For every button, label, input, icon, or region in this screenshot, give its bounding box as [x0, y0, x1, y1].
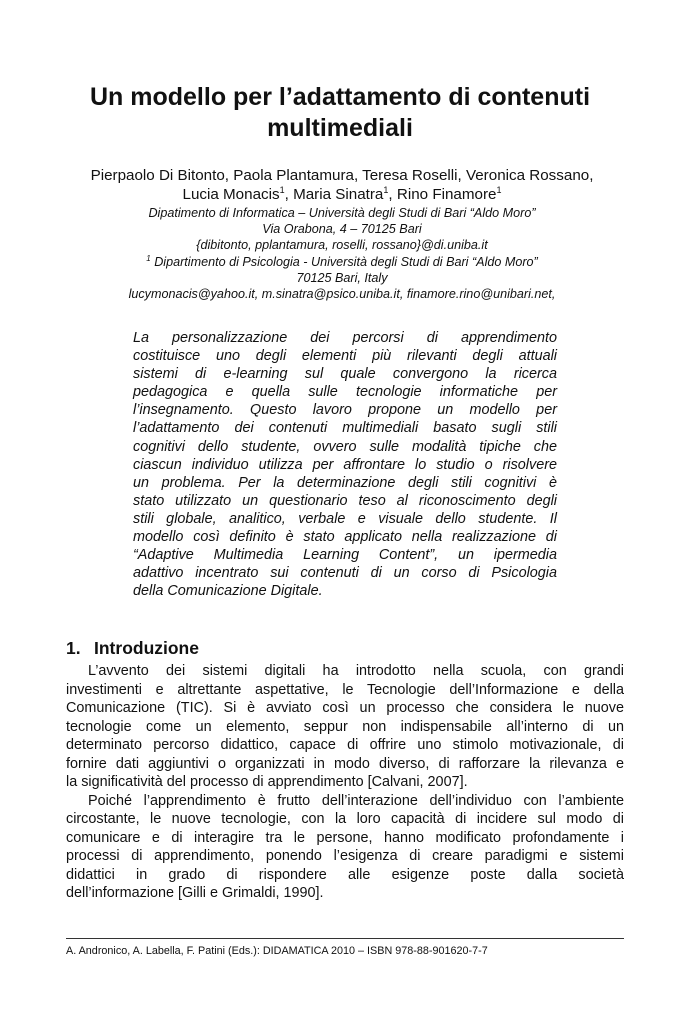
author-list: [60, 166, 624, 204]
footer-citation: A. Andronico, A. Labella, F. Patini (Eds.): DIDAMATICA 2010 – ISBN 978-88-901620-7-7: [66, 945, 488, 957]
abstract-line: La personalizzazione dei percorsi di apprendimento: [133, 330, 557, 346]
affiliation-email: {dibitonto, pplantamura, roselli, rossano}@di.uniba.it: [196, 238, 488, 253]
paragraph-line: la significatività del processo di apprendimento [Calvani, 2007].: [66, 774, 468, 790]
paragraph-line: investimenti e altrettante aspettative, le Tecnologie dell’Informazione e della: [66, 681, 624, 698]
abstract-line: sistemi di e-learning sul quale convergono la ricerca: [133, 366, 557, 383]
paragraph-line: Comunicazione (TIC). Si è avviato così un processo che considera le nuove: [66, 700, 624, 716]
author-name: Rino Finamore: [396, 186, 497, 203]
abstract-line: pedagogica e quella sulle tecnologie informatiche per: [133, 384, 557, 401]
section-heading: [66, 638, 199, 659]
abstract: [133, 329, 557, 600]
title-line: multimediali: [267, 114, 413, 142]
paragraph: [66, 792, 624, 903]
author-affiliation-marker: 1: [383, 185, 389, 195]
section-title: Introduzione: [94, 638, 199, 658]
paragraph-line: tecnologie come un elemento, seppur non indispensabile all’interno di un: [66, 718, 624, 735]
paragraph-line: comunicare e di interagire tra le persone, hanno modificato profondamente i: [66, 829, 624, 846]
affiliation-line: Via Orabona, 4 – 70125 Bari: [262, 222, 422, 237]
author-affiliation-marker: 1: [279, 185, 285, 195]
abstract-line: l’insegnamento. Questo lavoro propone un modello per: [133, 402, 557, 419]
paragraph-line: Poiché l’apprendimento è frutto dell’interazione dell’individuo con l’ambiente: [88, 792, 624, 809]
paragraph-line: determinato percorso didattico, capace di offrire uno stimolo motivazionale, di: [66, 737, 624, 753]
body-text: [66, 662, 624, 903]
paragraph: [66, 662, 624, 792]
paragraph-line: L’avvento dei sistemi digitali ha introdotto nella scuola, con grandi: [88, 663, 624, 679]
footer-rule: [66, 938, 624, 939]
abstract-line: ciascun individuo utilizza per affrontare lo studio o risolvere: [133, 456, 557, 473]
author-separator: ,: [284, 186, 294, 203]
paragraph-line: fornire dati aggiuntivi o organizzati in modo diverso, di rafforzare la rilevanza e: [66, 755, 624, 772]
affiliation-dept: Dipartimento di Psicologia - Università degli Studi di Bari “Aldo Moro”: [154, 254, 538, 269]
affiliation-line: [60, 254, 624, 270]
author-line: Pierpaolo Di Bitonto, Paola Plantamura, Teresa Roselli, Veronica Rossano,: [90, 167, 594, 184]
abstract-line: modello così definito è stato applicato nella realizzazione di: [133, 529, 557, 546]
paragraph-line: didattici in grado di rispondere alle esigenze poste dalla società: [66, 866, 624, 883]
author-name: Lucia Monacis: [182, 186, 280, 203]
affiliations: [60, 205, 624, 302]
author-separator: ,: [388, 186, 397, 203]
author-line: [60, 185, 624, 204]
abstract-line: l’adattamento dei contenuti multimediali basato sugli stili: [133, 420, 557, 437]
abstract-line: un problema. Per la determinazione degli stili cognitivi è: [133, 474, 557, 491]
affiliation-email: lucymonacis@yahoo.it, m.sinatra@psico.uniba.it, finamore.rino@unibari.net,: [128, 287, 556, 302]
paragraph-line: dell’informazione [Gilli e Grimaldi, 1990].: [66, 885, 324, 901]
paragraph-line: processi di apprendimento, ponendo l’esigenza di creare paradigmi e sistemi: [66, 848, 624, 864]
author-name: Maria Sinatra: [293, 186, 384, 203]
abstract-line: costituisce uno degli elementi più rilevanti degli attuali: [133, 348, 557, 365]
affiliation-line: Dipatimento di Informatica – Università degli Studi di Bari “Aldo Moro”: [148, 206, 536, 220]
affiliation-marker: 1: [146, 253, 151, 263]
abstract-line: cognitivi dello studente, ovvero sulle modalità tipiche che: [133, 438, 557, 455]
abstract-line: adattivo incentrato sui contenuti di un corso di Psicologia: [133, 565, 557, 582]
title-line: Un modello per l’adattamento di contenuti: [89, 83, 591, 111]
abstract-line: della Comunicazione Digitale.: [133, 583, 323, 600]
abstract-line: stato utilizzato un questionario teso al riconoscimento degli: [133, 492, 557, 509]
paper-title: [60, 82, 620, 144]
abstract-line: stili globale, analitico, verbale e visuale dello studente. Il: [133, 510, 557, 527]
section-number: 1.: [66, 638, 81, 658]
paragraph-line: circostante, le nuove tecnologie, con la loro capacità di incidere sul modo di: [66, 811, 624, 827]
affiliation-line: 70125 Bari, Italy: [296, 270, 388, 285]
author-affiliation-marker: 1: [496, 185, 502, 195]
abstract-line: “Adaptive Multimedia Learning Content”, un ipermedia: [133, 547, 557, 564]
